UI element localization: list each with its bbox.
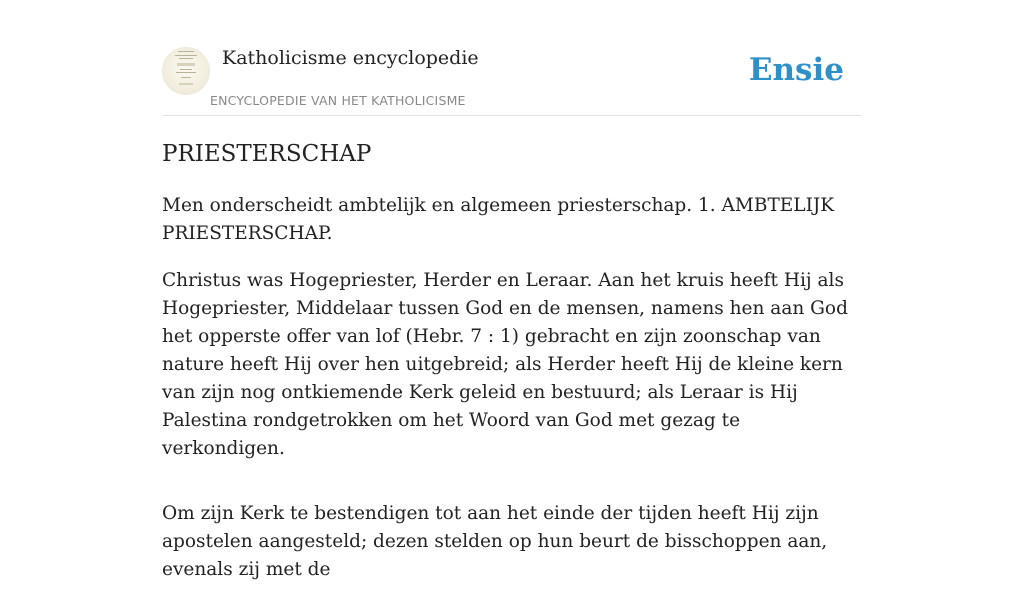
article-title: PRIESTERSCHAP [162, 141, 372, 167]
site-header [162, 0, 862, 116]
article-body [162, 192, 862, 603]
article-paragraph: Christus was Hogepriester, Herder en Leraar. Aan het kruis heeft Hij als Hogepriester, Middelaar tussen God en de mensen, namens hen aan God het opperste offer van lof (Hebr. 7 : 1) gebracht en zijn zoonschap van nature heeft Hij over hen uitgebreid; als Herder heeft Hij de kleine kern van zijn nog ontkiemende Kerk geleid en bestuurd; als Leraar is Hij Palestina rondgetrokken om het Woord van God met gezag te verkondigen. [162, 270, 848, 459]
site-subtitle[interactable]: ENCYCLOPEDIE VAN HET KATHOLICISME [210, 93, 466, 108]
article-paragraph: Om zijn Kerk te bestendigen tot aan het einde der tijden heeft Hij zijn apostelen aangesteld; dezen stelden op hun beurt de bisschoppen aan, evenals zij met de [162, 503, 828, 580]
content-container [162, 0, 862, 580]
brand-logo[interactable]: Ensie [748, 52, 844, 88]
book-cover-icon[interactable] [162, 47, 210, 95]
article-paragraph: Men onderscheidt ambtelijk en algemeen priesterschap. 1. AMBTELIJK PRIESTERSCHAP. [162, 195, 835, 244]
site-title[interactable]: Katholicisme encyclopedie [222, 47, 479, 69]
